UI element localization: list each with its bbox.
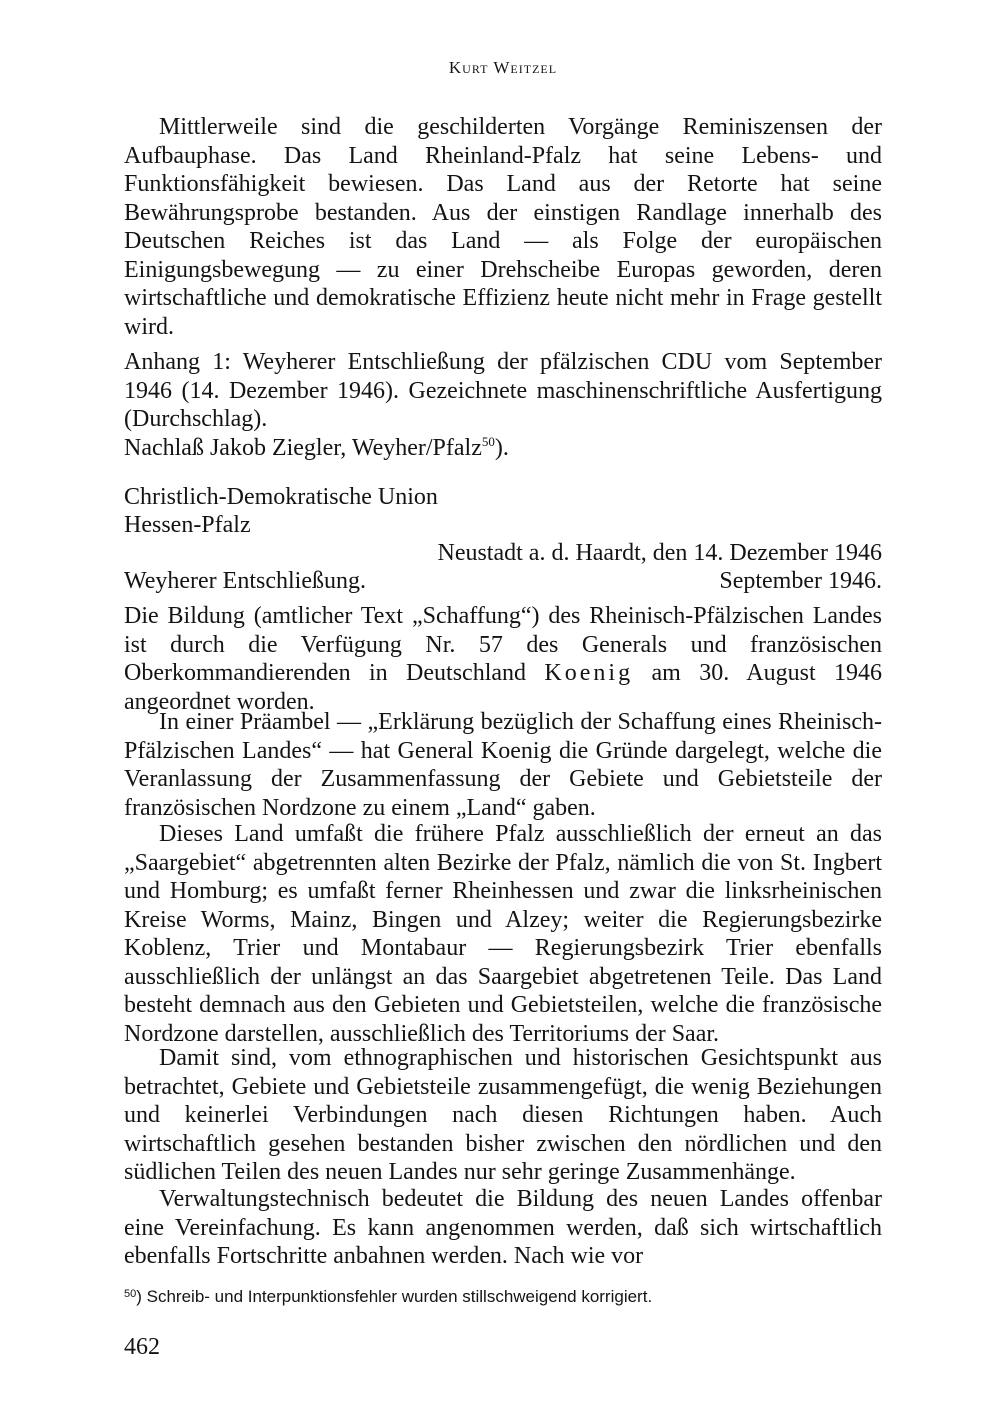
body-paragraph-5: Verwaltungstechnisch bedeutet die Bildung des neuen Landes offenbar eine Vereinfachung. Es kann angenommen werden, daß sich wirtschaftlich ebenfalls Fortschritte anbahnen werden. Nach wie vor [124,1186,882,1269]
letterhead-place-date: Neustadt a. d. Haardt, den 14. Dezember 1946 [437,540,882,566]
body-paragraph-3: Dieses Land umfaßt die frühere Pfalz ausschließlich der erneut an das „Saargebiet“ abgetrennten alten Bezirke der Pfalz, nämlich die von St. Ingbert und Homburg; es umfaßt ferner Rheinhessen und zwar die linksrheinischen Kreise Worms, Mainz, Bingen und Alzey; weiter die Regierungsbezirke Koblenz, Trier und Montabaur — Regierungsbezirk Trier ebenfalls ausschließlich der unlängst an das Saargebiet abgetretenen Teile. Das Land besteht demnach aus den Gebieten und Gebietsteilen, welche die französische Nordzone darstellen, ausschließlich des Territoriums der Saar. [124,821,882,1047]
body-paragraph-1-end: am 30. August 1946 angeordnet worden. [124,660,883,715]
footnote [124,1287,652,1307]
appendix-source-text: Nachlaß Jakob Ziegler, Weyher/Pfalz [124,435,482,461]
intro-paragraph: Mittlerweile sind die geschilderten Vorgänge Reminiszensen der Aufbauphase. Das Land Rheinland-Pfalz hat seine Lebens- und Funktionsfähigkeit bewiesen. Das Land aus der Retorte hat seine Bewährungsprobe bestanden. Aus der einstigen Randlage innerhalb des Deutschen Reiches ist das Land — als Folge der europäischen Einigungsbewegung — zu einer Drehscheibe Europas geworden, deren wirtschaftliche und demokratische Effizienz heute nicht mehr in Frage gestellt wird. [124,114,882,340]
body-paragraph-2: In einer Präambel — „Erklärung bezüglich der Schaffung eines Rheinisch-Pfälzischen Landes“ — hat General Koenig die Gründe dargelegt, welche die Veranlassung der Zusammenfassung der Gebiete und Gebietsteile der französischen Nordzone zu einem „Land“ gaben. [124,709,882,821]
footnote-reference: 50 [481,434,495,449]
appendix-title: Anhang 1: Weyherer Entschließung der pfälzischen CDU vom September 1946 (14. Dezember 1946). Gezeichnete maschinenschriftliche Ausfertigung (Durchschlag). [124,349,882,432]
letterhead-organization: Christlich-Demokratische Union [124,484,438,510]
appendix-source-suffix: ). [494,435,509,461]
appendix-source [124,434,509,463]
footnote-text: ) Schreib- und Interpunktionsfehler wurden stillschweigend korrigiert. [136,1287,653,1306]
page-number: 462 [124,1334,160,1360]
name-koenig-spaced: Koenig [544,660,634,686]
body-paragraph-4: Damit sind, vom ethnographischen und historischen Gesichtspunkt aus betrachtet, Gebiete und Gebietsteile zusammengefügt, die wenig Beziehungen und keinerlei Verbindungen nach diesen Richtungen haben. Auch wirtschaftlich gesehen bestanden bisher zwischen den nördlichen und den südlichen Teilen des neuen Landes nur sehr geringe Zusammenhänge. [124,1045,882,1185]
body-paragraph-1-start: Die Bildung (amtlicher Text „Schaffung“) des Rheinisch-Pfälzischen Landes ist durch die Verfügung Nr. 57 des Generals und französischen Oberkommandierenden in Deutschland [124,603,882,686]
letterhead-region: Hessen-Pfalz [124,512,251,538]
document-date: September 1946. [719,568,882,594]
footnote-mark: 50 [124,1288,137,1300]
body-paragraph-1 [124,602,882,716]
document-title: Weyherer Entschließung. [124,568,366,594]
book-page [124,0,882,1419]
running-head: Kurt Weitzel [448,58,558,77]
